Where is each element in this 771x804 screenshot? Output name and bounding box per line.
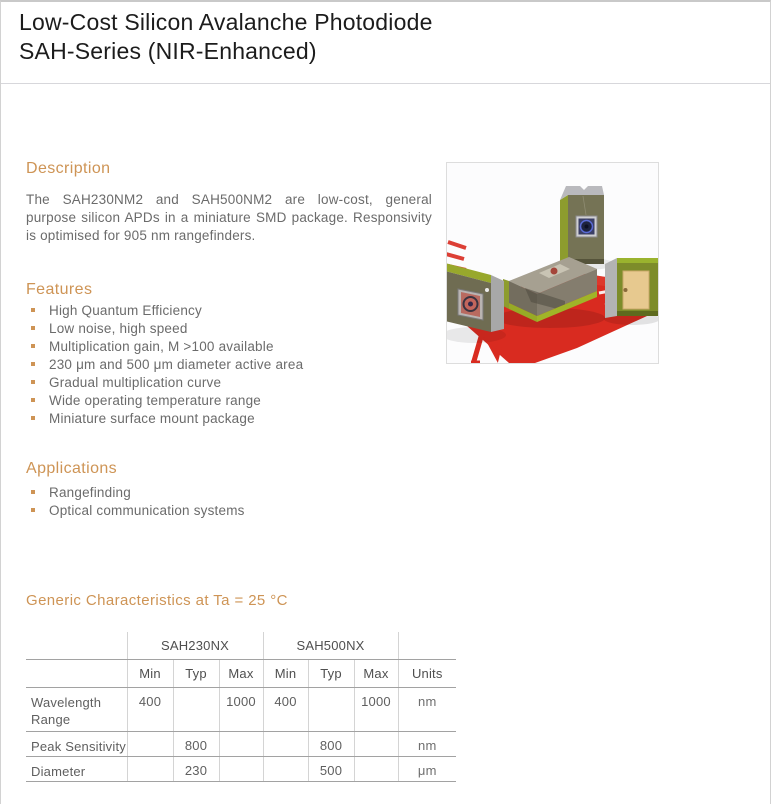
row-label: Diameter [26,756,127,781]
bullet-icon [31,380,35,384]
list-item [26,394,303,408]
application-text: Rangefinding [49,485,131,500]
table-cell [127,731,173,756]
feature-text: Miniature surface mount package [49,411,255,426]
table-cell: 1000 [354,687,398,731]
column-group-sah500nx: SAH500NX [263,632,398,659]
applications-list [26,486,245,522]
list-item [26,304,303,318]
table-cell [173,687,219,731]
table-cell [219,756,263,781]
column-group-sah230nx: SAH230NX [127,632,263,659]
page-title-line2: SAH-Series (NIR-Enhanced) [19,38,317,64]
page-title [19,8,433,66]
feature-text: Gradual multiplication curve [49,375,222,390]
table-cell [26,659,127,687]
list-item [26,504,245,518]
bullet-icon [31,490,35,494]
application-text: Optical communication systems [49,503,245,518]
feature-text: High Quantum Efficiency [49,303,202,318]
list-item [26,340,303,354]
product-photo [446,162,659,364]
table-row [26,756,456,781]
table-row [26,731,456,756]
unit-cell: nm [398,731,456,756]
applications-heading: Applications [26,460,118,477]
characteristics-heading: Generic Characteristics at Ta = 25 °C [26,592,288,609]
table-cell [398,632,456,659]
table-cell: 1000 [219,687,263,731]
table-cell [263,756,308,781]
col-header-max: Max [219,659,263,687]
list-item [26,358,303,372]
features-list [26,304,303,430]
table-cell [354,756,398,781]
feature-text: Multiplication gain, M >100 available [49,339,274,354]
list-item [26,412,303,426]
table-row [26,687,456,731]
table-cell: 400 [263,687,308,731]
list-item [26,486,245,500]
row-label: Peak Sensitivity [26,731,127,756]
col-header-min: Min [127,659,173,687]
bullet-icon [31,362,35,366]
table-subheader-row [26,659,456,687]
row-label: Wavelength Range [26,687,127,731]
table-cell: 400 [127,687,173,731]
feature-text: Wide operating temperature range [49,393,262,408]
feature-text: Low noise, high speed [49,321,188,336]
table-cell: 800 [308,731,354,756]
bullet-icon [31,326,35,330]
table-cell [127,756,173,781]
col-header-typ: Typ [308,659,354,687]
list-item [26,322,303,336]
description-text: The SAH230NM2 and SAH500NM2 are low-cost, general purpose silicon APDs in a miniature SMD package. Responsivity is optimised for 905 nm rangefinders. [26,192,432,243]
table-cell [354,731,398,756]
table-cell [26,632,127,659]
feature-text: 230 μm and 500 μm diameter active area [49,357,304,372]
col-header-units: Units [398,659,456,687]
apd-package-standing [560,186,604,268]
unit-cell: nm [398,687,456,731]
col-header-max: Max [354,659,398,687]
table-cell [263,731,308,756]
table-cell [219,731,263,756]
apd-package-right [605,258,658,318]
table-group-header-row [26,632,456,659]
description-heading: Description [26,160,111,177]
features-heading: Features [26,281,93,298]
table-cell: 800 [173,731,219,756]
col-header-min: Min [263,659,308,687]
table-cell [308,687,354,731]
bullet-icon [31,508,35,512]
bullet-icon [31,416,35,420]
bullet-icon [31,308,35,312]
list-item [26,376,303,390]
page-title-line1: Low-Cost Silicon Avalanche Photodiode [19,9,433,35]
table-cell: 230 [173,756,219,781]
product-photo-illustration [447,163,658,363]
table-cell: 500 [308,756,354,781]
bullet-icon [31,344,35,348]
header-divider [1,83,771,84]
characteristics-table [26,632,456,782]
bullet-icon [31,398,35,402]
col-header-typ: Typ [173,659,219,687]
unit-cell: μm [398,756,456,781]
